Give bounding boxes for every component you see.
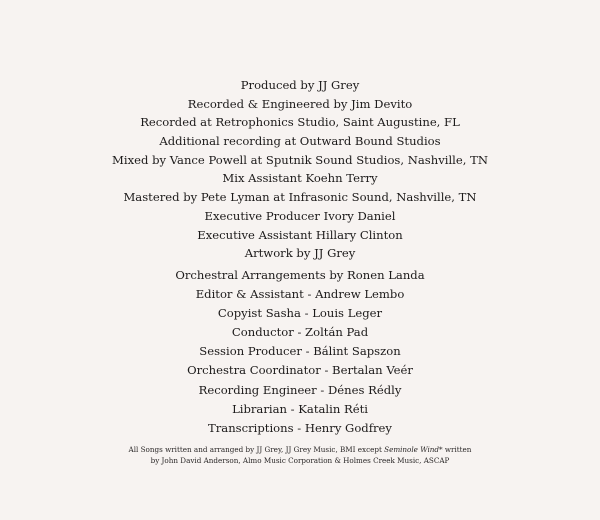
- orchestral-credit-line: Transcriptions - Henry Godfrey: [208, 420, 392, 435]
- orchestral-credit-line: Editor & Assistant - Andrew Lembo: [195, 287, 405, 302]
- orchestral-credits: [0, 266, 600, 438]
- credit-line: Mastered by Pete Lyman at Infrasonic Sound, Nashville, TN: [123, 190, 477, 205]
- orchestral-credit-line: Session Producer - Bálint Sapszon: [199, 344, 401, 359]
- footnote-song-title: Seminole Wind: [384, 445, 440, 454]
- credit-line: Executive Assistant Hillary Clinton: [197, 227, 403, 242]
- orchestral-credit-line: Orchestral Arrangements by Ronen Landa: [175, 268, 425, 282]
- songwriting-footnote: [0, 444, 600, 466]
- orchestral-credit-line: Librarian - Katalin Réti: [232, 401, 368, 416]
- credit-line: Produced by JJ Grey: [240, 78, 360, 92]
- credit-line: Artwork by JJ Grey: [244, 246, 356, 261]
- orchestral-credit-line: Copyist Sasha - Louis Leger: [217, 306, 383, 321]
- orchestral-credit-line: Orchestra Coordinator - Bertalan Veér: [187, 363, 413, 378]
- footnote-line-2: by John David Anderson, Almo Music Corporation & Holmes Creek Music, ASCAP: [150, 456, 450, 465]
- footnote-text: All Songs written and arranged by JJ Grey, JJ Grey Music, BMI except: [128, 445, 385, 454]
- credit-line: Mix Assistant Koehn Terry: [222, 171, 378, 186]
- orchestral-credit-line: Recording Engineer - Dénes Rédly: [198, 382, 402, 397]
- credit-line: Additional recording at Outward Bound Studios: [159, 134, 441, 149]
- footnote-text-end: * written: [439, 445, 472, 454]
- credit-line: Recorded at Retrophonics Studio, Saint Augustine, FL: [140, 115, 460, 130]
- orchestral-credit-line: Conductor - Zoltán Pad: [231, 325, 369, 340]
- credit-line: Executive Producer Ivory Daniel: [204, 208, 396, 223]
- credit-line: Mixed by Vance Powell at Sputnik Sound Studios, Nashville, TN: [111, 152, 488, 167]
- credit-line: Recorded & Engineered by Jim Devito: [187, 96, 413, 111]
- production-credits: [0, 76, 600, 263]
